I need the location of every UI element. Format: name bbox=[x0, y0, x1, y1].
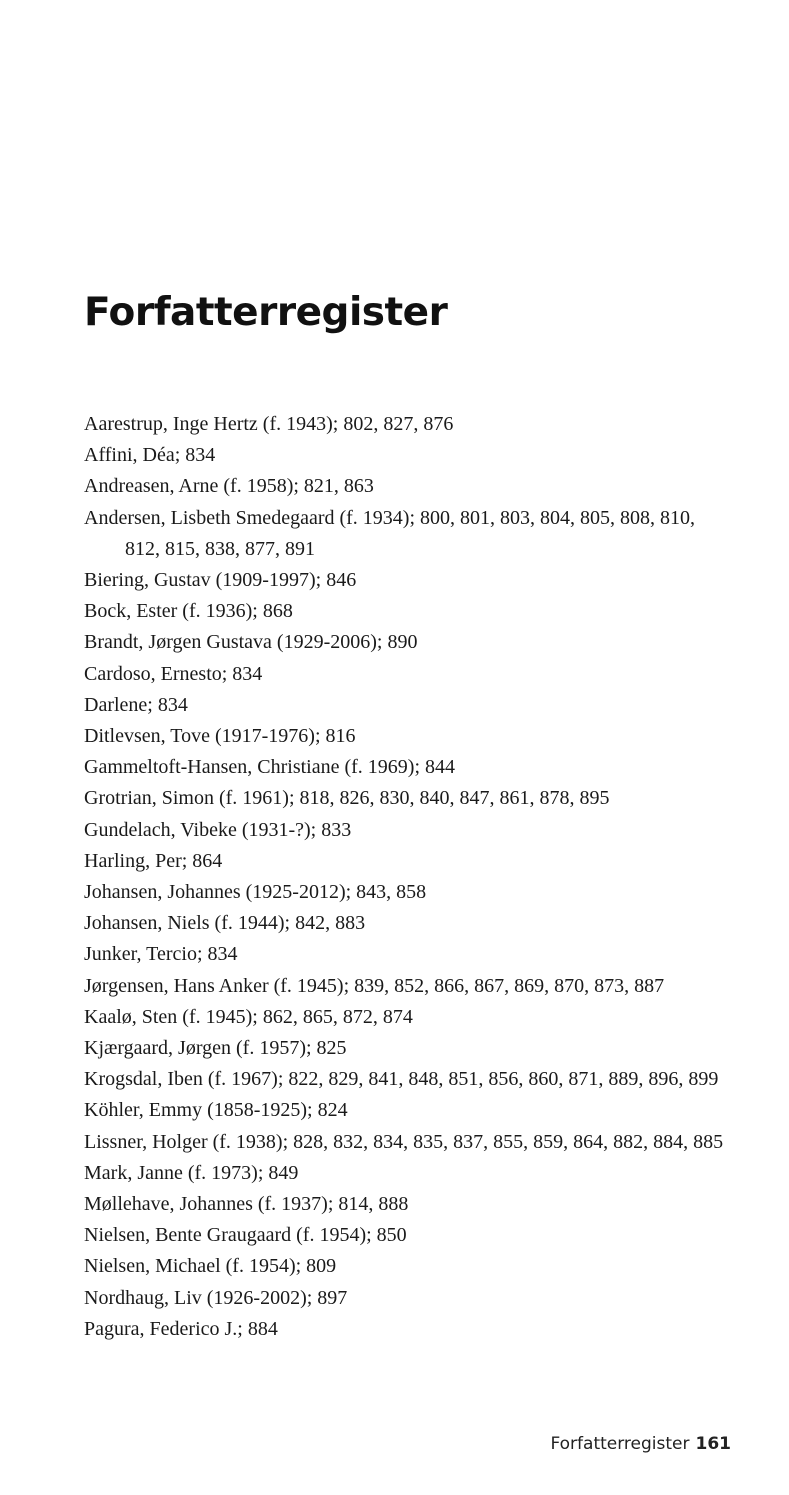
index-entry: Gundelach, Vibeke (1931-?); 833 bbox=[84, 818, 352, 841]
index-entry: Mark, Janne (f. 1973); 849 bbox=[84, 1161, 299, 1184]
index-entry: Lissner, Holger (f. 1938); 828, 832, 834, 835, 837, 855, 859, 864, 882, 884, 885 bbox=[84, 1130, 724, 1153]
index-entry: Darlene; 834 bbox=[84, 693, 188, 716]
index-entry: Cardoso, Ernesto; 834 bbox=[84, 662, 263, 685]
index-entry: Johansen, Johannes (1925-2012); 843, 858 bbox=[84, 881, 427, 904]
index-entry: Affini, Déa; 834 bbox=[84, 444, 216, 467]
index-entry: Grotrian, Simon (f. 1961); 818, 826, 830, 840, 847, 861, 878, 895 bbox=[84, 787, 610, 810]
index-entry: Biering, Gustav (1909-1997); 846 bbox=[84, 569, 357, 592]
index-entry: Nordhaug, Liv (1926-2002); 897 bbox=[84, 1286, 348, 1309]
index-entry: Krogsdal, Iben (f. 1967); 822, 829, 841, 848, 851, 856, 860, 871, 889, 896, 899 bbox=[84, 1068, 719, 1091]
index-entry: Kjærgaard, Jørgen (f. 1957); 825 bbox=[84, 1037, 347, 1060]
index-entry: Jørgensen, Hans Anker (f. 1945); 839, 852, 866, 867, 869, 870, 873, 887 bbox=[84, 974, 665, 997]
index-entry: Junker, Tercio; 834 bbox=[84, 943, 238, 966]
index-entry: Pagura, Federico J.; 884 bbox=[84, 1317, 278, 1340]
index-entry: Møllehave, Johannes (f. 1937); 814, 888 bbox=[84, 1193, 409, 1216]
index-entry: Köhler, Emmy (1858-1925); 824 bbox=[84, 1099, 348, 1122]
index-entry: Aarestrup, Inge Hertz (f. 1943); 802, 827, 876 bbox=[84, 413, 454, 435]
index-entry: Andersen, Lisbeth Smedegaard (f. 1934); 800, 801, 803, 804, 805, 808, 810, 812, 815, 838, 877, 891 bbox=[84, 506, 696, 560]
index-entry: Johansen, Niels (f. 1944); 842, 883 bbox=[84, 912, 366, 935]
index-entry: Nielsen, Bente Graugaard (f. 1954); 850 bbox=[84, 1224, 407, 1247]
running-footer-title: Forfatterregister bbox=[550, 1434, 690, 1454]
index-entry: Nielsen, Michael (f. 1954); 809 bbox=[84, 1255, 337, 1278]
author-index-list bbox=[84, 409, 734, 1345]
page-title: Forfatterregister bbox=[84, 290, 448, 335]
page-footer bbox=[550, 1430, 731, 1458]
index-entry: Bock, Ester (f. 1936); 868 bbox=[84, 600, 293, 623]
page-number: 161 bbox=[695, 1434, 731, 1454]
index-entry: Brandt, Jørgen Gustava (1929-2006); 890 bbox=[84, 631, 418, 654]
index-entry: Andreasen, Arne (f. 1958); 821, 863 bbox=[84, 475, 374, 498]
index-entry: Kaalø, Sten (f. 1945); 862, 865, 872, 874 bbox=[84, 1005, 413, 1028]
index-entry: Ditlevsen, Tove (1917-1976); 816 bbox=[84, 725, 356, 748]
index-entry: Gammeltoft-Hansen, Christiane (f. 1969); 844 bbox=[84, 756, 456, 779]
index-entry: Harling, Per; 864 bbox=[84, 849, 223, 872]
